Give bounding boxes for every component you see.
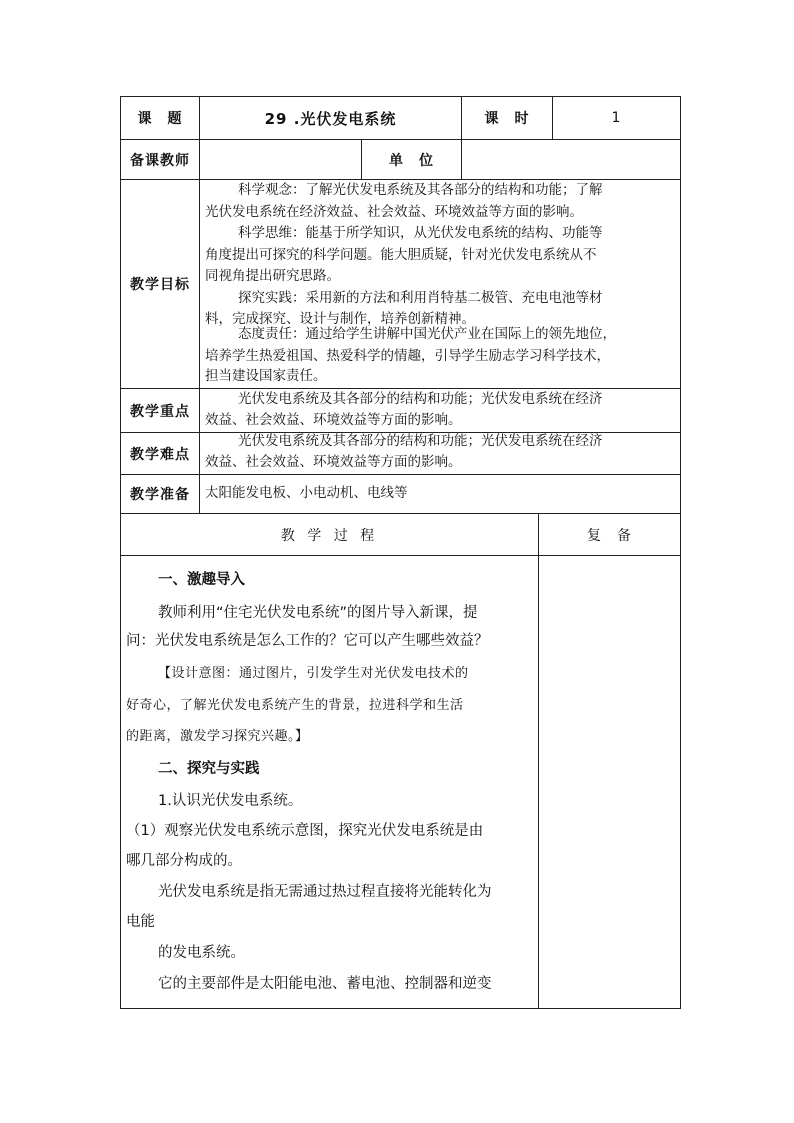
- design-intent-line: 【设计意图：通过图片，引发学生对光伏发电技术的: [158, 666, 469, 681]
- process-line: 1.认识光伏发电系统。: [158, 793, 303, 809]
- key-points-line: 光伏发电系统及其各部分的结构和功能；光伏发电系统在经济: [238, 391, 603, 407]
- topic-value: 29 .光伏发电系统: [264, 109, 397, 128]
- process-header: 教 学 过 程: [280, 527, 379, 544]
- goals-line: 培养学生热爱祖国、热爱科学的情趣，引导学生励志学习科学技术，: [205, 347, 610, 364]
- goals-line: 担当建设国家责任。: [205, 368, 327, 384]
- goals-line: 角度提出可探究的科学问题。能大胆质疑，针对光伏发电系统从不: [205, 246, 597, 263]
- process-line: 光伏发电系统是指无需通过热过程直接将光能转化为: [158, 884, 492, 900]
- section-heading: 二、探究与实践: [158, 761, 260, 777]
- period-label: 课 时: [484, 111, 530, 127]
- unit-label: 单 位: [389, 152, 434, 169]
- teacher-label: 备课教师: [130, 152, 190, 169]
- difficulties-line: 效益、社会效益、环境效益等方面的影响。: [205, 454, 462, 470]
- goals-line: 态度责任：通过给学生讲解中国光伏产业在国际上的领先地位，: [238, 326, 616, 342]
- goals-line: 料，完成探究、设计与制作，培养创新精神。: [205, 311, 475, 327]
- unit-value[interactable]: [462, 140, 680, 179]
- design-intent-line: 好奇心，了解光伏发电系统产生的背景，拉进科学和生活: [126, 698, 464, 713]
- design-intent-line: 的距离，激发学习探究兴趣。】: [126, 729, 309, 744]
- preparation-label: 教学准备: [130, 487, 190, 503]
- process-line: 教师利用“住宅光伏发电系统”的图片导入新课，提: [158, 605, 478, 621]
- review-notes-area[interactable]: [539, 556, 680, 1008]
- key-points-label: 教学重点: [130, 403, 190, 420]
- topic-label: 课 题: [137, 111, 183, 127]
- preparation-value: 太阳能发电板、小电动机、电线等: [205, 485, 408, 501]
- row-divider: [120, 474, 681, 475]
- table-border-right: [680, 96, 681, 1009]
- process-line: 电能: [126, 914, 155, 930]
- key-points-line: 效益、社会效益、环境效益等方面的影响。: [205, 412, 462, 428]
- goals-line: 科学思维：能基于所学知识，从光伏发电系统的结构、功能等: [238, 225, 603, 241]
- section-heading: 一、激趣导入: [158, 572, 245, 588]
- goals-line: 同视角提出研究思路。: [205, 268, 340, 284]
- review-header: 复 备: [587, 527, 632, 544]
- teacher-value[interactable]: [200, 140, 361, 179]
- process-line: 问：光伏发电系统是怎么工作的？它可以产生哪些效益？: [126, 633, 489, 649]
- goals-line: 探究实践：采用新的方法和利用肖特基二极管、充电电池等材: [238, 289, 603, 306]
- process-line: 的发电系统。: [158, 945, 245, 961]
- goals-line: 科学观念：了解光伏发电系统及其各部分的结构和功能；了解: [238, 182, 603, 198]
- difficulties-line: 光伏发电系统及其各部分的结构和功能；光伏发电系统在经济: [238, 433, 603, 449]
- process-line: （1）观察光伏发电系统示意图，探究光伏发电系统是由: [126, 823, 484, 839]
- goals-label: 教学目标: [130, 277, 190, 293]
- process-line: 哪几部分构成的。: [126, 853, 242, 869]
- goals-line: 光伏发电系统在经济效益、社会效益、环境效益等方面的影响。: [205, 203, 583, 220]
- table-border-bottom: [120, 1008, 681, 1009]
- period-value: 1: [611, 110, 622, 126]
- process-line: 它的主要部件是太阳能电池、蓄电池、控制器和逆变: [158, 976, 492, 992]
- difficulties-label: 教学难点: [130, 446, 190, 463]
